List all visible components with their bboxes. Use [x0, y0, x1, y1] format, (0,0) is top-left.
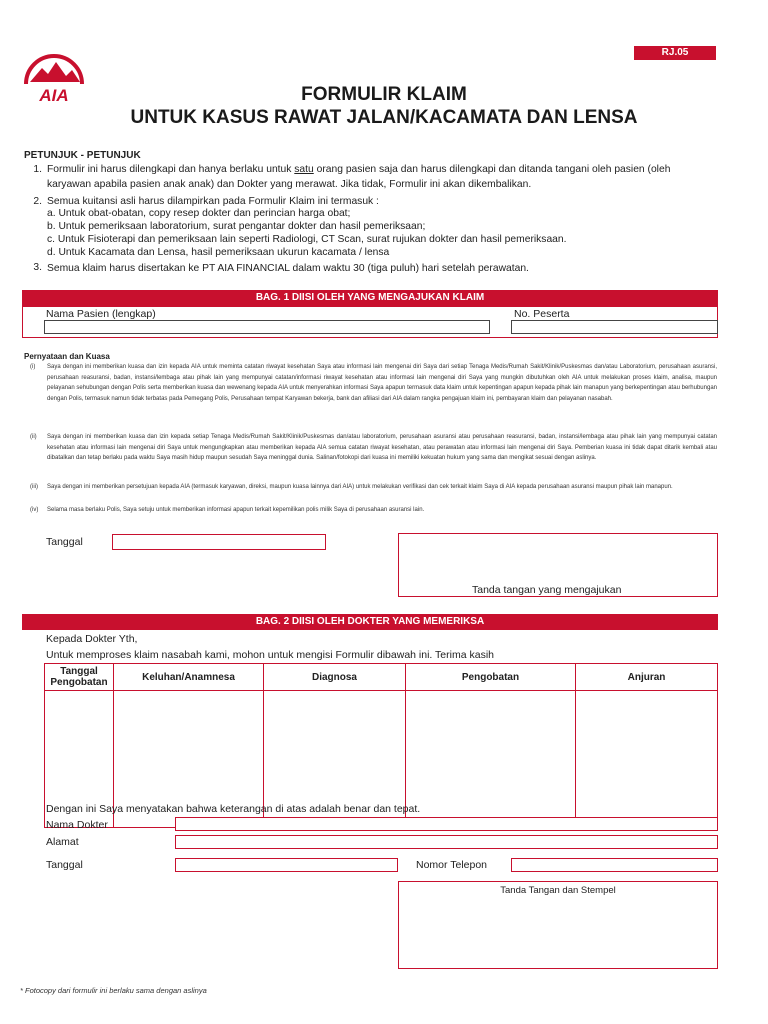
doctor-stamp-label: Tanda Tangan dan Stempel — [500, 885, 616, 896]
doctor-greeting: Kepada Dokter Yth, — [46, 633, 138, 645]
section-1-date-label: Tanggal — [46, 536, 83, 548]
clause-3-number: (iii) — [30, 484, 38, 490]
member-number-field[interactable] — [511, 320, 718, 334]
instructions-heading: PETUNJUK - PETUNJUK — [24, 150, 141, 161]
section-2-date-label: Tanggal — [46, 859, 83, 871]
clause-1-text: Saya dengan ini memberikan kuasa dan izin kepada AIA untuk meminta catatan riwayat kesehatan Saya atau informasi lain mengenai diri Saya dari setiap Tenaga Medis/Rumah Sakit/Klinik/Puskesmas dan/atau Laboratorium, perusahaan asuransi, perusahaan reasuransi, badan, instansi/lembaga atau pihak lain yang mempunyai catatan/informasi riwayat kesehatan atau informasi lain mengenai diri Saya yang mungkin dibutuhkan oleh AIA untuk melakukan proses klaim, analisa, maupun pelayanan sehubungan dengan Polis serta memberikan kuasa dan wewenang kepada AIA untuk menyerahkan informasi Saya apapun termasuk data klaim untuk kepentingan apapun kepada pihak lain manapun yang berkepentingan atau berhubungan dengan Polis, termasuk namun tidak terbatas pada Pemegang Polis, Perusahaan tempat Karyawan bekerja, bank dan afiliasi dari AIA dalam rangka pengajuan klaim ini, pembayaran klaim dan pelayanan nasabah. — [47, 364, 717, 402]
instruction-3-text: Semua klaim harus disertakan ke PT AIA FINANCIAL dalam waktu 30 (tiga puluh) hari setelah perawatan. — [47, 263, 529, 274]
instruction-3-number: 3. — [33, 262, 42, 273]
doctor-name-field[interactable] — [175, 817, 718, 831]
section-2-header: BAG. 2 DIISI OLEH DOKTER YANG MEMERIKSA — [22, 614, 718, 630]
instruction-1-text-a: Formulir ini harus dilengkapi dan hanya berlaku untuk — [47, 164, 292, 175]
doctor-address-field[interactable] — [175, 835, 718, 849]
instruction-1-underlined: satu — [294, 164, 314, 175]
patient-name-label: Nama Pasien (lengkap) — [46, 308, 156, 320]
clause-1-number: (i) — [30, 364, 36, 370]
column-treatment: Pengobatan — [406, 664, 576, 691]
column-complaint: Keluhan/Anamnesa — [114, 664, 264, 691]
instruction-1-line1 — [47, 163, 723, 176]
doctor-request: Untuk memproses klaim nasabah kami, mohon untuk mengisi Formulir dibawah ini. Terima kasih — [46, 649, 494, 661]
section-2-date-field[interactable] — [175, 858, 398, 872]
instruction-1-number: 1. — [33, 164, 42, 175]
svg-text:AIA: AIA — [39, 86, 69, 105]
phone-field[interactable] — [511, 858, 718, 872]
instruction-1-text-b: orang pasien saja dan harus dilengkapi dan ditanda tangani oleh pasien (oleh — [316, 164, 671, 175]
treatment-table-header — [45, 664, 718, 691]
statement-heading: Pernyataan dan Kuasa — [24, 352, 110, 361]
clause-3-text: Saya dengan ini memberikan persetujuan kepada AIA (termasuk karyawan, direksi, maupun kuasa lainnya dari AIA) untuk melakukan verifikasi dan cek terkait klaim Saya di AIA kepada perusahaan asuransi maupun pihak lain manapun. — [47, 484, 673, 490]
clause-2-number: (ii) — [30, 434, 37, 440]
instruction-2-number: 2. — [33, 196, 42, 207]
doctor-declaration: Dengan ini Saya menyatakan bahwa keterangan di atas adalah benar dan tepat. — [46, 803, 421, 815]
form-subtitle: UNTUK KASUS RAWAT JALAN/KACAMATA DAN LENSA — [130, 107, 638, 128]
section-1-date-field[interactable] — [112, 534, 326, 550]
section-1-header: BAG. 1 DIISI OLEH YANG MENGAJUKAN KLAIM — [22, 290, 718, 306]
doctor-name-label: Nama Dokter — [46, 819, 108, 831]
instruction-2-sub-a: a. Untuk obat-obatan, copy resep dokter dan perincian harga obat; — [47, 208, 351, 219]
footnote: * Fotocopy dari formulir ini berlaku sama dengan aslinya — [20, 986, 207, 995]
doctor-address-label: Alamat — [46, 836, 79, 848]
column-diagnosis: Diagnosa — [264, 664, 406, 691]
form-code-badge: RJ.05 — [634, 46, 716, 60]
patient-name-field[interactable] — [44, 320, 490, 334]
column-recommendation: Anjuran — [576, 664, 718, 691]
clause-4-text: Selama masa berlaku Polis, Saya setuju untuk memberikan informasi apapun terkait kepemilikan polis milik Saya di perusahaan asuransi lain. — [47, 507, 425, 513]
member-number-label: No. Peserta — [514, 308, 570, 320]
form-title: FORMULIR KLAIM — [301, 84, 467, 105]
phone-label: Nomor Telepon — [416, 859, 488, 871]
applicant-signature-label: Tanda tangan yang mengajukan — [472, 584, 622, 596]
column-treatment-date: Tanggal Pengobatan — [45, 664, 114, 691]
clause-4-number: (iv) — [30, 507, 39, 513]
cell-treatment[interactable] — [406, 691, 576, 828]
instruction-1-line2: karyawan apabila pasien anak anak) dan Dokter yang merawat. Jika tidak, Formulir ini akan dikembalikan. — [47, 179, 532, 190]
cell-recommendation[interactable] — [576, 691, 718, 828]
instruction-2-sub-b: b. Untuk pemeriksaan laboratorium, surat pengantar dokter dan hasil pemeriksaan; — [47, 221, 426, 232]
clause-2-text: Saya dengan ini memberikan kuasa dan izin kepada setiap Tenaga Medis/Rumah Sakit/Klinik/Puskesmas dan/atau laboratorium, perusahaan asuransi atau perusahaan reasuransi, badan, instansi/lembaga atau pihak lain yang mempunyai catatan kesehatan atau informasi lain mengenai diri Saya untuk mengungkapkan atau memberikan kepada AIA semua catatan riwayat kesehatan, atau perawatan atau informasi lain mengenai diri Saya. Pemberian kuasa ini tidak dapat ditarik kembali atau dibatalkan dan tetap berlaku pada waktu Saya masih hidup maupun sesudah Saya meninggal dunia. Salinan/fotokopi dari kuasa ini memiliki kekuatan hukum yang sama dan mengikat sesuai dengan aslinya. — [47, 434, 717, 461]
instruction-2-sub-d: d. Untuk Kacamata dan Lensa, hasil pemeriksaan ukurun kacamata / lensa — [47, 247, 390, 258]
instruction-2-text: Semua kuitansi asli harus dilampirkan pada Formulir Klaim ini termasuk : — [47, 196, 379, 207]
instruction-2-sub-c: c. Untuk Fisioterapi dan pemeriksaan lain seperti Radiologi, CT Scan, surat rujukan dokter dan hasil pemeriksaan. — [47, 234, 567, 245]
